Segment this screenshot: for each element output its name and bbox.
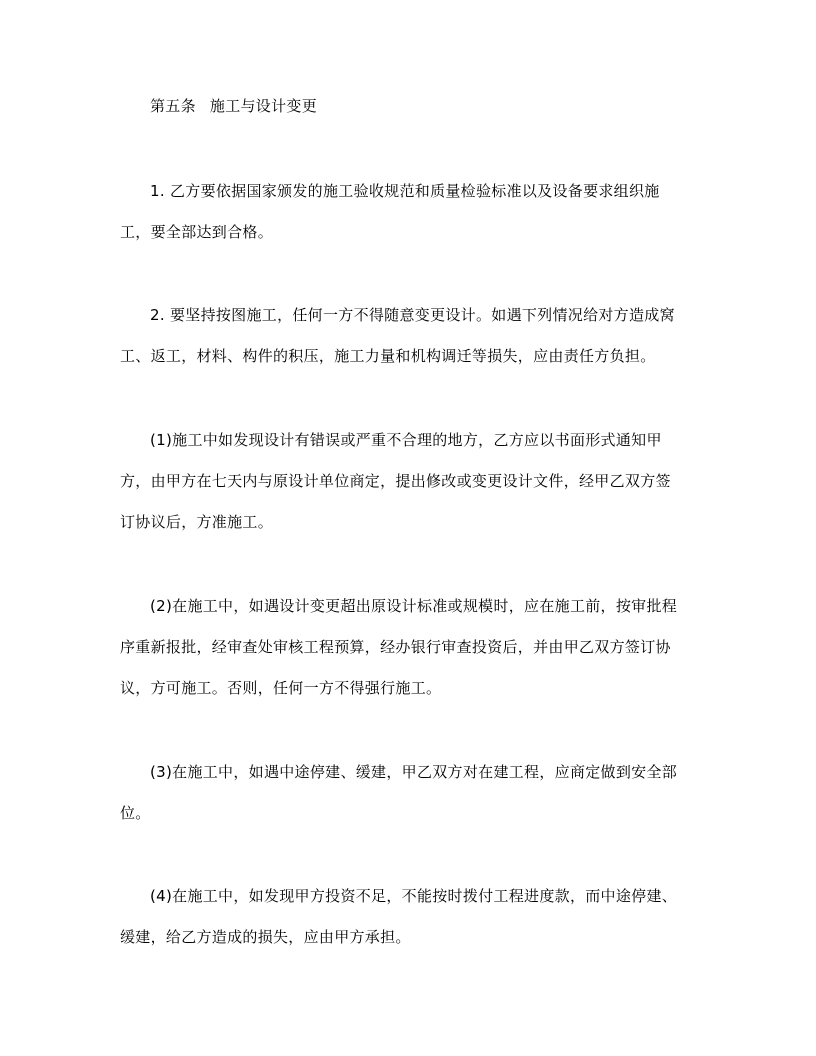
section-number: 第五条 — [150, 97, 196, 115]
section-heading — [150, 96, 317, 116]
paragraph-line: 缓建，给乙方造成的损失，应由甲方承担。 — [120, 928, 411, 946]
paragraph-line: 1. 乙方要依据国家颁发的施工验收规范和质量检验标准以及设备要求组织施 — [150, 182, 660, 200]
paragraph-line: (3)在施工中，如遇中途停建、缓建，甲乙双方对在建工程，应商定做到安全部 — [150, 763, 678, 781]
section-title: 施工与设计变更 — [209, 97, 318, 115]
paragraph-line: 工，要全部达到合格。 — [120, 223, 274, 241]
paragraph-line: (1)施工中如发现设计有错误或严重不合理的地方，乙方应以书面形式通知甲 — [150, 431, 662, 449]
paragraph-line: 序重新报批，经审查处审核工程预算，经办银行审查投资后，并由甲乙双方签订协 — [120, 638, 671, 656]
paragraph-line: (2)在施工中，如遇设计变更超出原设计标准或规模时，应在施工前，按审批程 — [150, 597, 678, 615]
paragraph-line: 订协议后，方准施工。 — [120, 513, 274, 531]
paragraph-line: 议，方可施工。否则，任何一方不得强行施工。 — [120, 679, 442, 697]
paragraph-line: 方，由甲方在七天内与原设计单位商定，提出修改或变更设计文件，经甲乙双方签 — [120, 472, 671, 490]
paragraph-line: 工、返工，材料、构件的积压，施工力量和机构调迁等损失，应由责任方负担。 — [120, 347, 656, 365]
paragraph-line: (4)在施工中，如发现甲方投资不足，不能按时拨付工程进度款，而中途停建、 — [150, 887, 678, 905]
paragraph-line: 2. 要坚持按图施工，任何一方不得随意变更设计。如遇下列情况给对方造成窝 — [150, 306, 675, 324]
paragraph-line: 位。 — [120, 804, 151, 822]
